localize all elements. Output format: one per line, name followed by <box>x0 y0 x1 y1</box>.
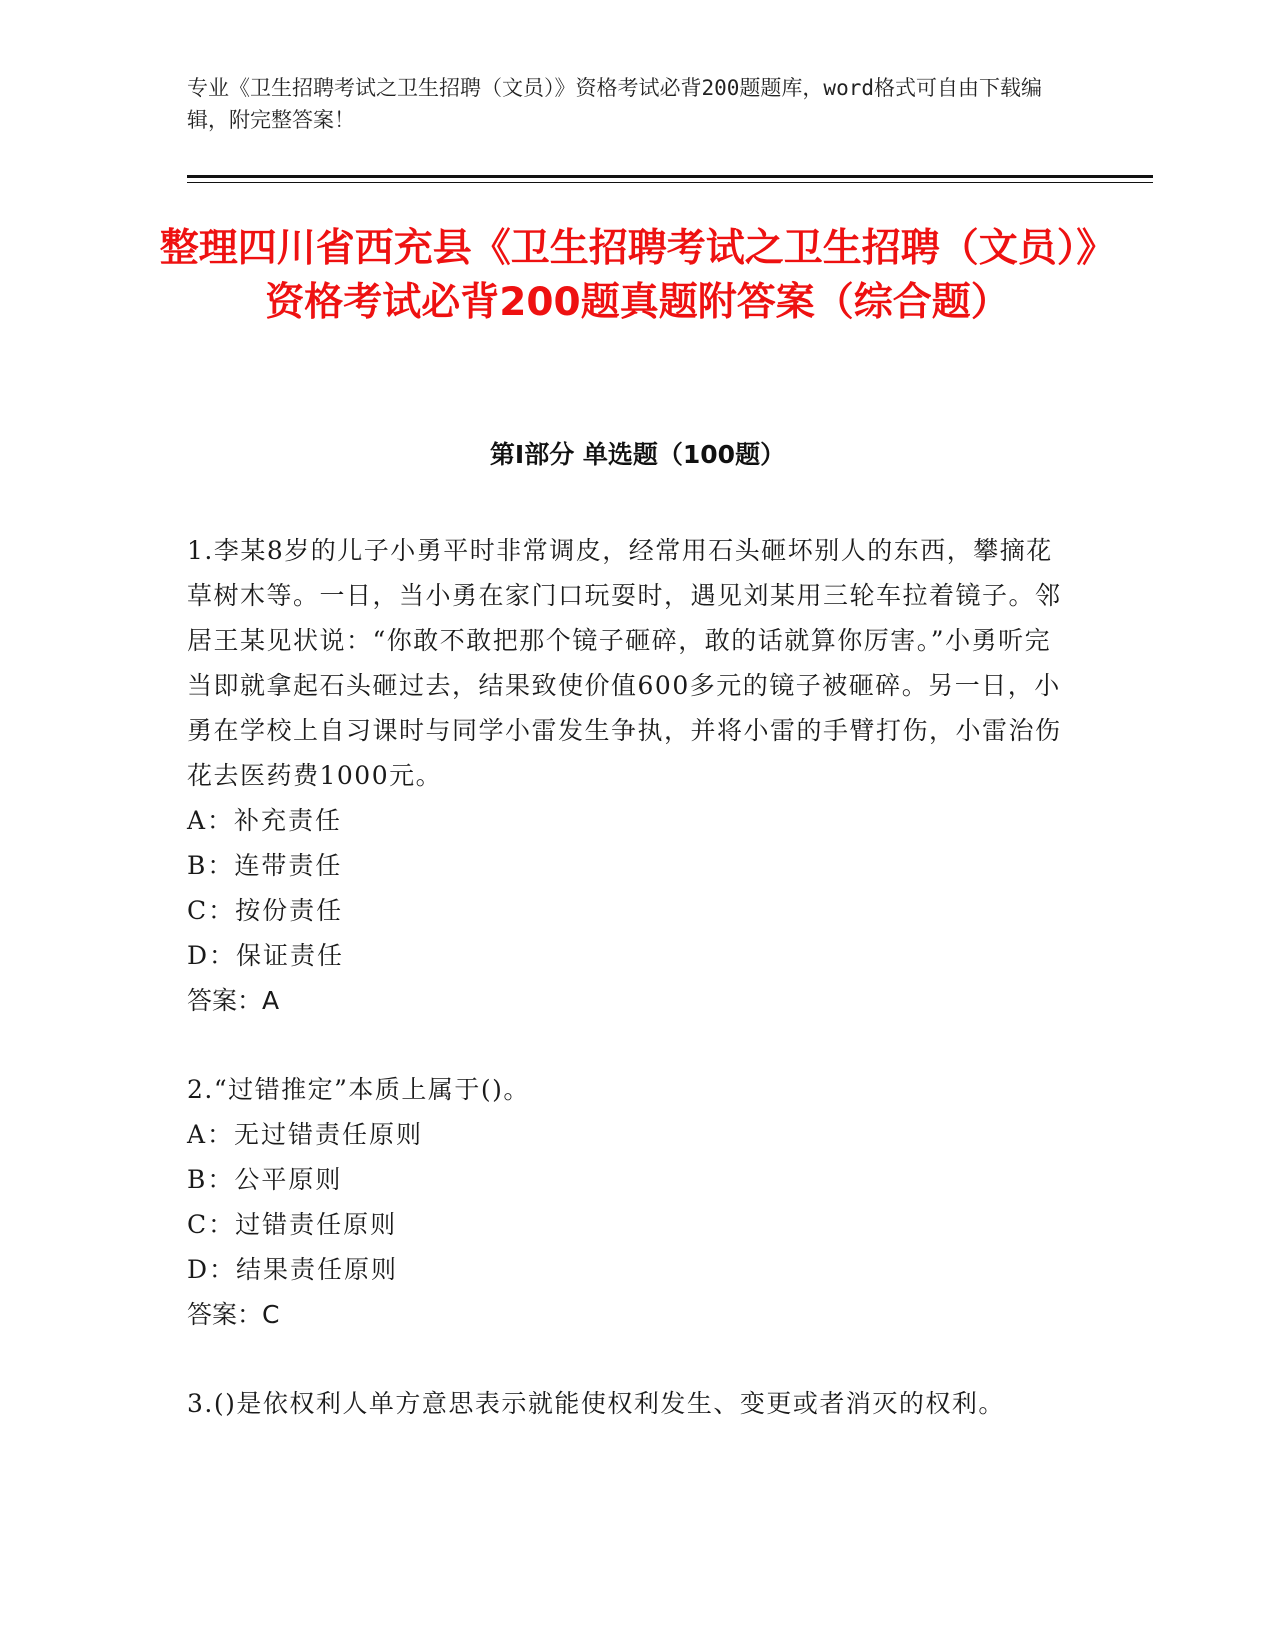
option-b: B：连带责任 <box>187 851 343 880</box>
question-list <box>187 528 1067 1470</box>
question-item <box>187 1381 1067 1426</box>
option-a: A：补充责任 <box>187 806 343 835</box>
question-item <box>187 528 1067 1023</box>
question-stem: 2.“过错推定”本质上属于()。 <box>187 1075 530 1104</box>
option-c: C：过错责任原则 <box>187 1210 398 1239</box>
header-note: 专业《卫生招聘考试之卫生招聘（文员）》资格考试必背200题题库，word格式可自由下载编辑，附完整答案！ <box>187 76 1042 132</box>
question-stem: 1.李某8岁的儿子小勇平时非常调皮，经常用石头砸坏别人的东西，攀摘花草树木等。一日，当小勇在家门口玩耍时，遇见刘某用三轮车拉着镜子。邻居王某见状说：“你敢不敢把那个镜子砸碎，敢的话就算你厉害。”小勇听完当即就拿起石头砸过去，结果致使价值600多元的镜子被砸碎。另一日，小勇在学校上自习课时与同学小雷发生争执，并将小雷的手臂打伤，小雷治伤花去医药费1000元。 <box>187 536 1062 790</box>
header-rule-thin <box>187 182 1153 183</box>
section-title: 第I部分 单选题（100题） <box>489 440 786 469</box>
document-title: 整理四川省西充县《卫生招聘考试之卫生招聘（文员）》资格考试必背200题真题附答案（综合题） <box>159 226 1116 325</box>
answer-line: 答案：C <box>187 1300 280 1329</box>
option-d: D：结果责任原则 <box>187 1255 399 1284</box>
answer-line: 答案：A <box>187 986 280 1015</box>
option-c: C：按份责任 <box>187 896 344 925</box>
option-a: A：无过错责任原则 <box>187 1120 424 1149</box>
header-rule-thick <box>187 175 1153 178</box>
question-item <box>187 1067 1067 1337</box>
option-d: D：保证责任 <box>187 941 345 970</box>
option-b: B：公平原则 <box>187 1165 343 1194</box>
question-stem: 3.()是依权利人单方意思表示就能使权利发生、变更或者消灭的权利。 <box>187 1389 1005 1418</box>
